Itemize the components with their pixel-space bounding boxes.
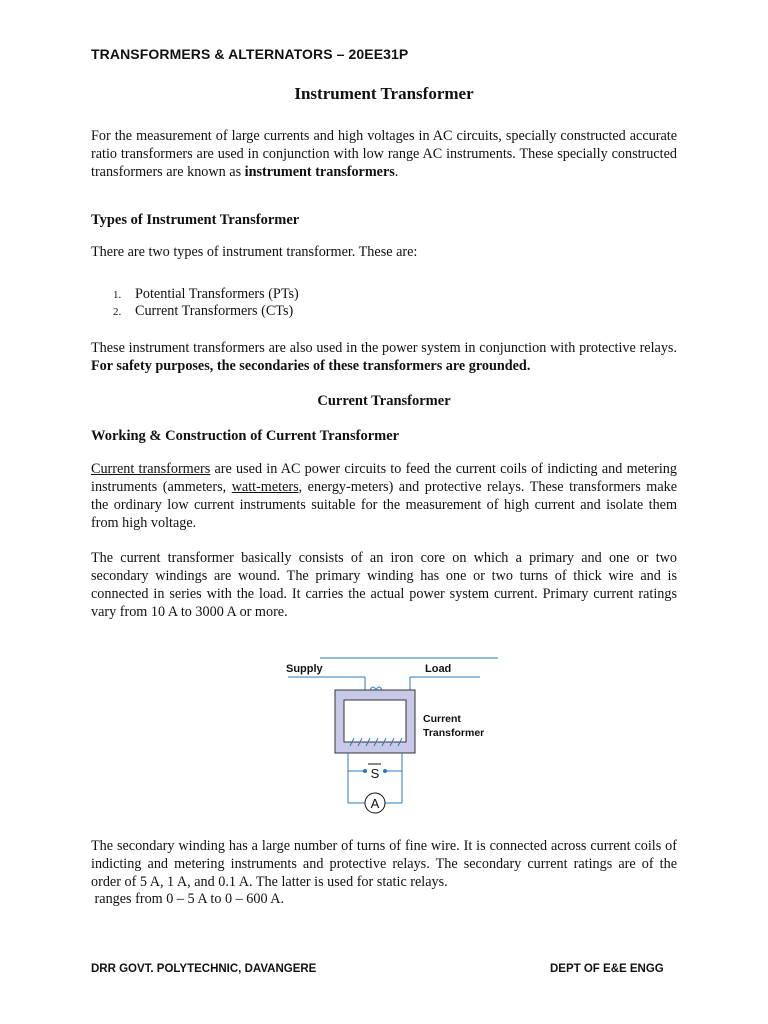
ct-paragraph-2: The current transformer basically consists of an iron core on which a primary and one or two secondary windings are wound. The primary winding has one or two turns of thick wire and is connected in series with the load. It carries the actual power system current. Primary current ratings vary from 10 A to 3000 A or more. xyxy=(91,550,677,620)
types-lead: There are two types of instrument transformer. These are: xyxy=(91,244,418,260)
watt-meters-link[interactable]: watt-meters xyxy=(231,479,299,495)
footer-right: DEPT OF E&E ENGG xyxy=(550,963,664,975)
ammeter-label: A xyxy=(370,796,380,811)
list-number: 1. xyxy=(113,289,122,301)
ct-p1-a: are used in AC power circuits to feed the current coils of indicting and metering instruments (ammeters, xyxy=(91,461,677,495)
ct-label-line2: Transformer xyxy=(423,727,485,739)
ct-p1-b: , energy-meters) and protective relays. These transformers make the ordinary low current instruments suitable for the measurement of high current and isolate them from high voltage. xyxy=(91,479,678,531)
intro-paragraph xyxy=(91,127,677,181)
ct-heading: Current Transformer xyxy=(317,393,451,409)
document-header: TRANSFORMERS & ALTERNATORS – 20EE31P xyxy=(91,46,409,62)
ct-paragraph-1 xyxy=(91,460,677,532)
intro-text: For the measurement of large currents and high voltages in AC circuits, specially constructed accurate ratio transformers are used in conjunction with low range AC instruments. These specially constructed transformers are known as xyxy=(91,128,677,180)
ct-subheading: Working & Construction of Current Transformer xyxy=(91,428,400,444)
list-number: 2. xyxy=(113,306,122,318)
safety-bold: For safety purposes, the secondaries of these transformers are grounded. xyxy=(91,358,531,374)
current-transformer-diagram xyxy=(280,650,510,820)
safety-paragraph xyxy=(91,339,677,375)
list-label: Current Transformers (CTs) xyxy=(135,303,294,319)
intro-bold-term: instrument transformers xyxy=(244,164,395,180)
safety-text: These instrument transformers are also used in the power system in conjunction with protective relays. xyxy=(91,340,677,356)
ct-paragraph-3: The secondary winding has a large number of turns of fine wire. It is connected across current coils of indicting and metering instruments and protective relays. The secondary current ratings are of the order of 5 A, 1 A, and 0.1 A. The latter is used for static relays. xyxy=(91,838,677,890)
list-item xyxy=(91,286,299,303)
types-list xyxy=(91,286,299,320)
ct-label-line1: Current xyxy=(423,713,461,725)
page-title: Instrument Transformer xyxy=(294,84,474,103)
list-label: Potential Transformers (PTs) xyxy=(135,286,299,302)
switch-label: S xyxy=(370,766,380,781)
ct-paragraph-4: ranges from 0 – 5 A to 0 – 600 A. xyxy=(91,891,285,907)
supply-label: Supply xyxy=(286,663,323,675)
types-heading: Types of Instrument Transformer xyxy=(91,212,300,228)
core-window xyxy=(344,700,406,742)
intro-end: . xyxy=(394,164,399,180)
footer-left: DRR GOVT. POLYTECHNIC, DAVANGERE xyxy=(91,963,317,975)
current-transformers-link[interactable]: Current transformers xyxy=(91,461,211,477)
load-label: Load xyxy=(425,663,452,675)
list-item xyxy=(91,303,299,320)
